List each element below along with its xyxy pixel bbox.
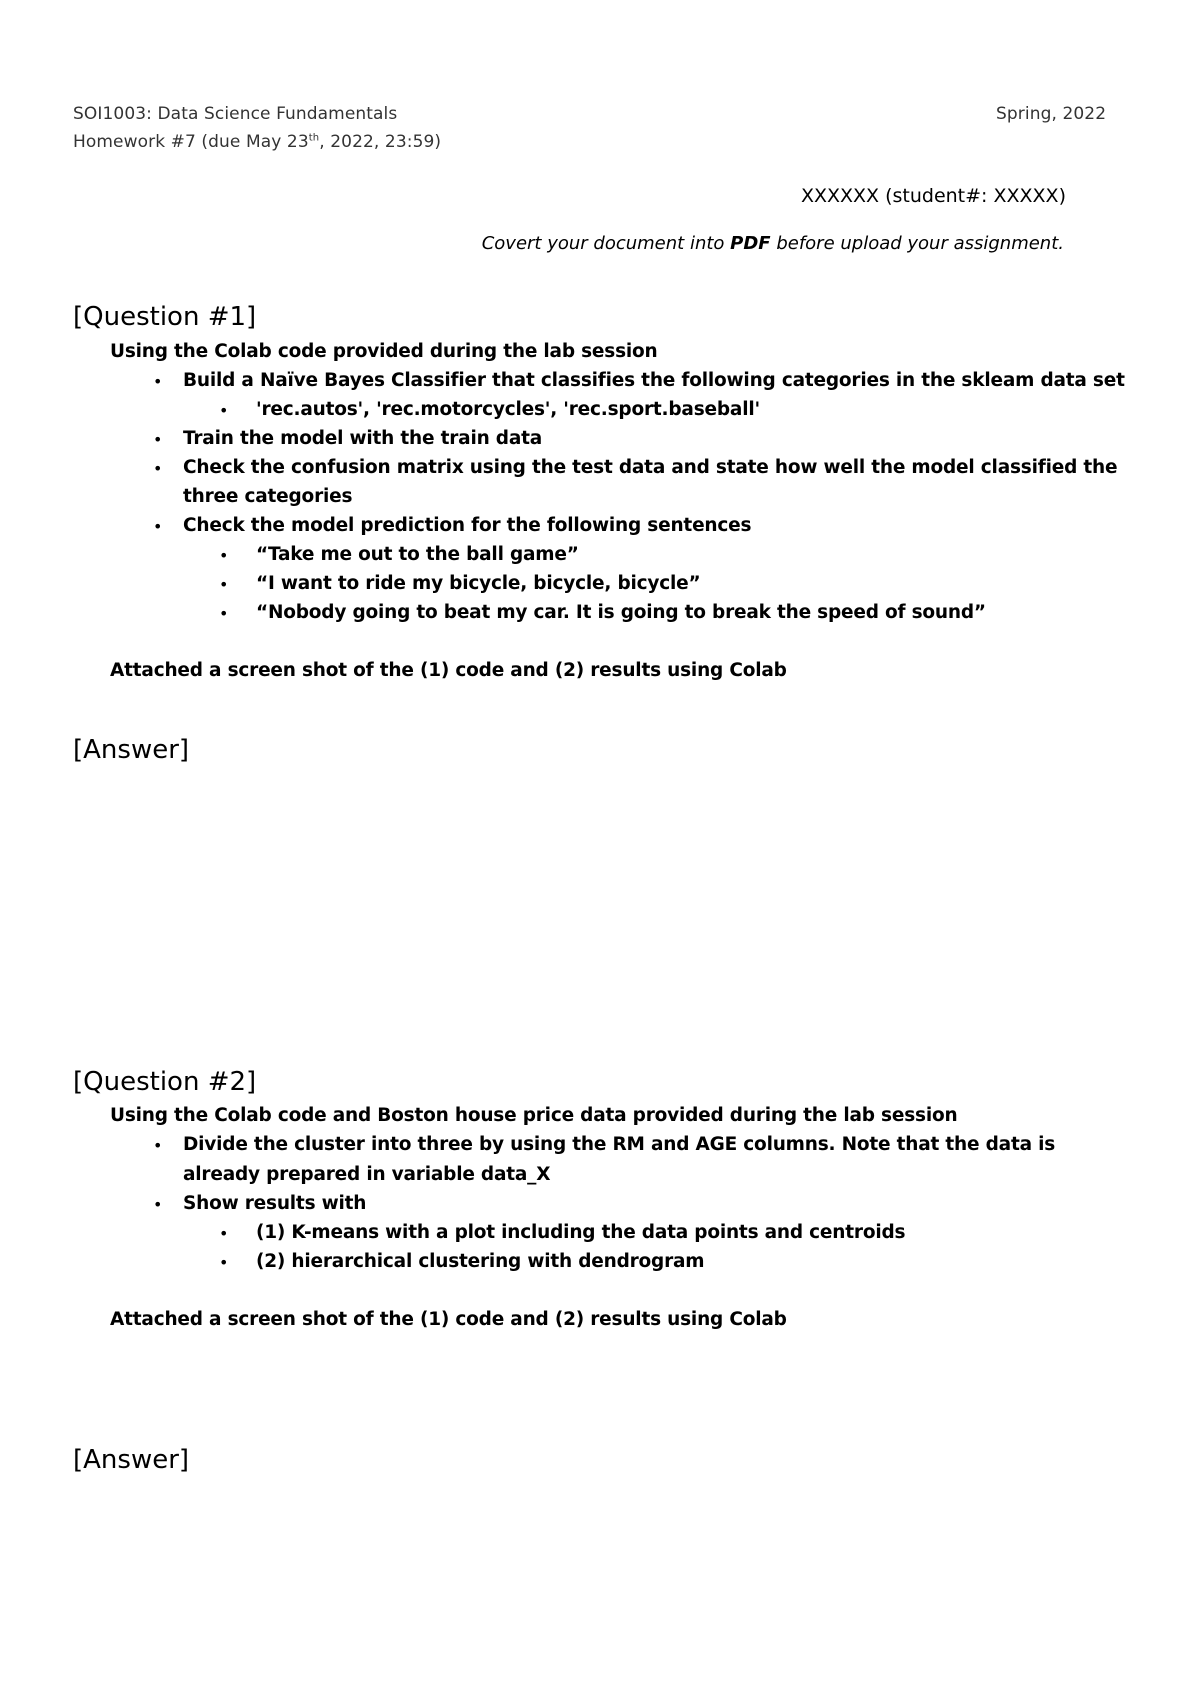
submission-note [482,233,1064,254]
bullet-icon: • [153,430,163,449]
q1-bullet-4-sub-2: “I want to ride my bicycle, bicycle, bicycle” [256,573,701,594]
note-post: before upload your assignment. [770,233,1064,254]
homework-due-suffix: , 2022, 23:59) [319,132,442,152]
homework-due-sup: th [308,132,320,144]
question-2-attach: Attached a screen shot of the (1) code and (2) results using Colab [110,1309,787,1330]
q1-bullet-1-sub-1: 'rec.autos', 'rec.motorcycles', 'rec.sport.baseball' [256,399,760,420]
q1-bullet-4-sub-3: “Nobody going to beat my car. It is going to break the speed of sound” [256,602,986,623]
homework-due-prefix: Homework #7 (due May 23 [73,132,309,152]
bullet-icon: • [153,372,163,391]
course-title: SOI1003: Data Science Fundamentals [73,104,398,124]
note-bold: PDF [730,233,771,254]
bullet-icon: • [219,604,229,623]
q1-bullet-1: Build a Naïve Bayes Classifier that classifies the following categories in the skleam data set [183,370,1125,391]
q1-bullet-4-sub-1: “Take me out to the ball game” [256,544,579,565]
answer-1-heading: [Answer] [73,735,190,765]
bullet-icon: • [153,1195,163,1214]
q2-bullet-2-sub-1: (1) K-means with a plot including the data points and centroids [256,1222,906,1243]
question-1-heading: [Question #1] [73,302,257,332]
bullet-icon: • [153,517,163,536]
bullet-icon: • [219,575,229,594]
question-1-attach: Attached a screen shot of the (1) code and (2) results using Colab [110,660,787,681]
bullet-icon: • [219,546,229,565]
bullet-icon: • [153,459,163,478]
q1-bullet-2: Train the model with the train data [183,428,543,449]
q1-bullet-3-line-2: three categories [183,486,353,507]
bullet-icon: • [153,1136,163,1155]
q2-bullet-1-line-2: already prepared in variable data_X [183,1164,551,1185]
student-info: XXXXXX (student#: XXXXX) [800,185,1066,207]
q2-bullet-2: Show results with [183,1193,367,1214]
question-2-intro: Using the Colab code and Boston house price data provided during the lab session [110,1105,958,1126]
question-1-intro: Using the Colab code provided during the lab session [110,341,658,362]
bullet-icon: • [219,1224,229,1243]
semester: Spring, 2022 [996,104,1107,124]
homework-due [73,132,441,152]
q1-bullet-3-line-1: Check the confusion matrix using the test data and state how well the model classified the [183,457,1118,478]
bullet-icon: • [219,1253,229,1272]
note-pre: Covert your document into [481,233,731,254]
question-2-heading: [Question #2] [73,1067,257,1097]
bullet-icon: • [219,401,229,420]
answer-2-heading: [Answer] [73,1445,190,1475]
q2-bullet-1-line-1: Divide the cluster into three by using the RM and AGE columns. Note that the data is [183,1134,1056,1155]
q2-bullet-2-sub-2: (2) hierarchical clustering with dendrogram [256,1251,705,1272]
q1-bullet-4: Check the model prediction for the following sentences [183,515,752,536]
